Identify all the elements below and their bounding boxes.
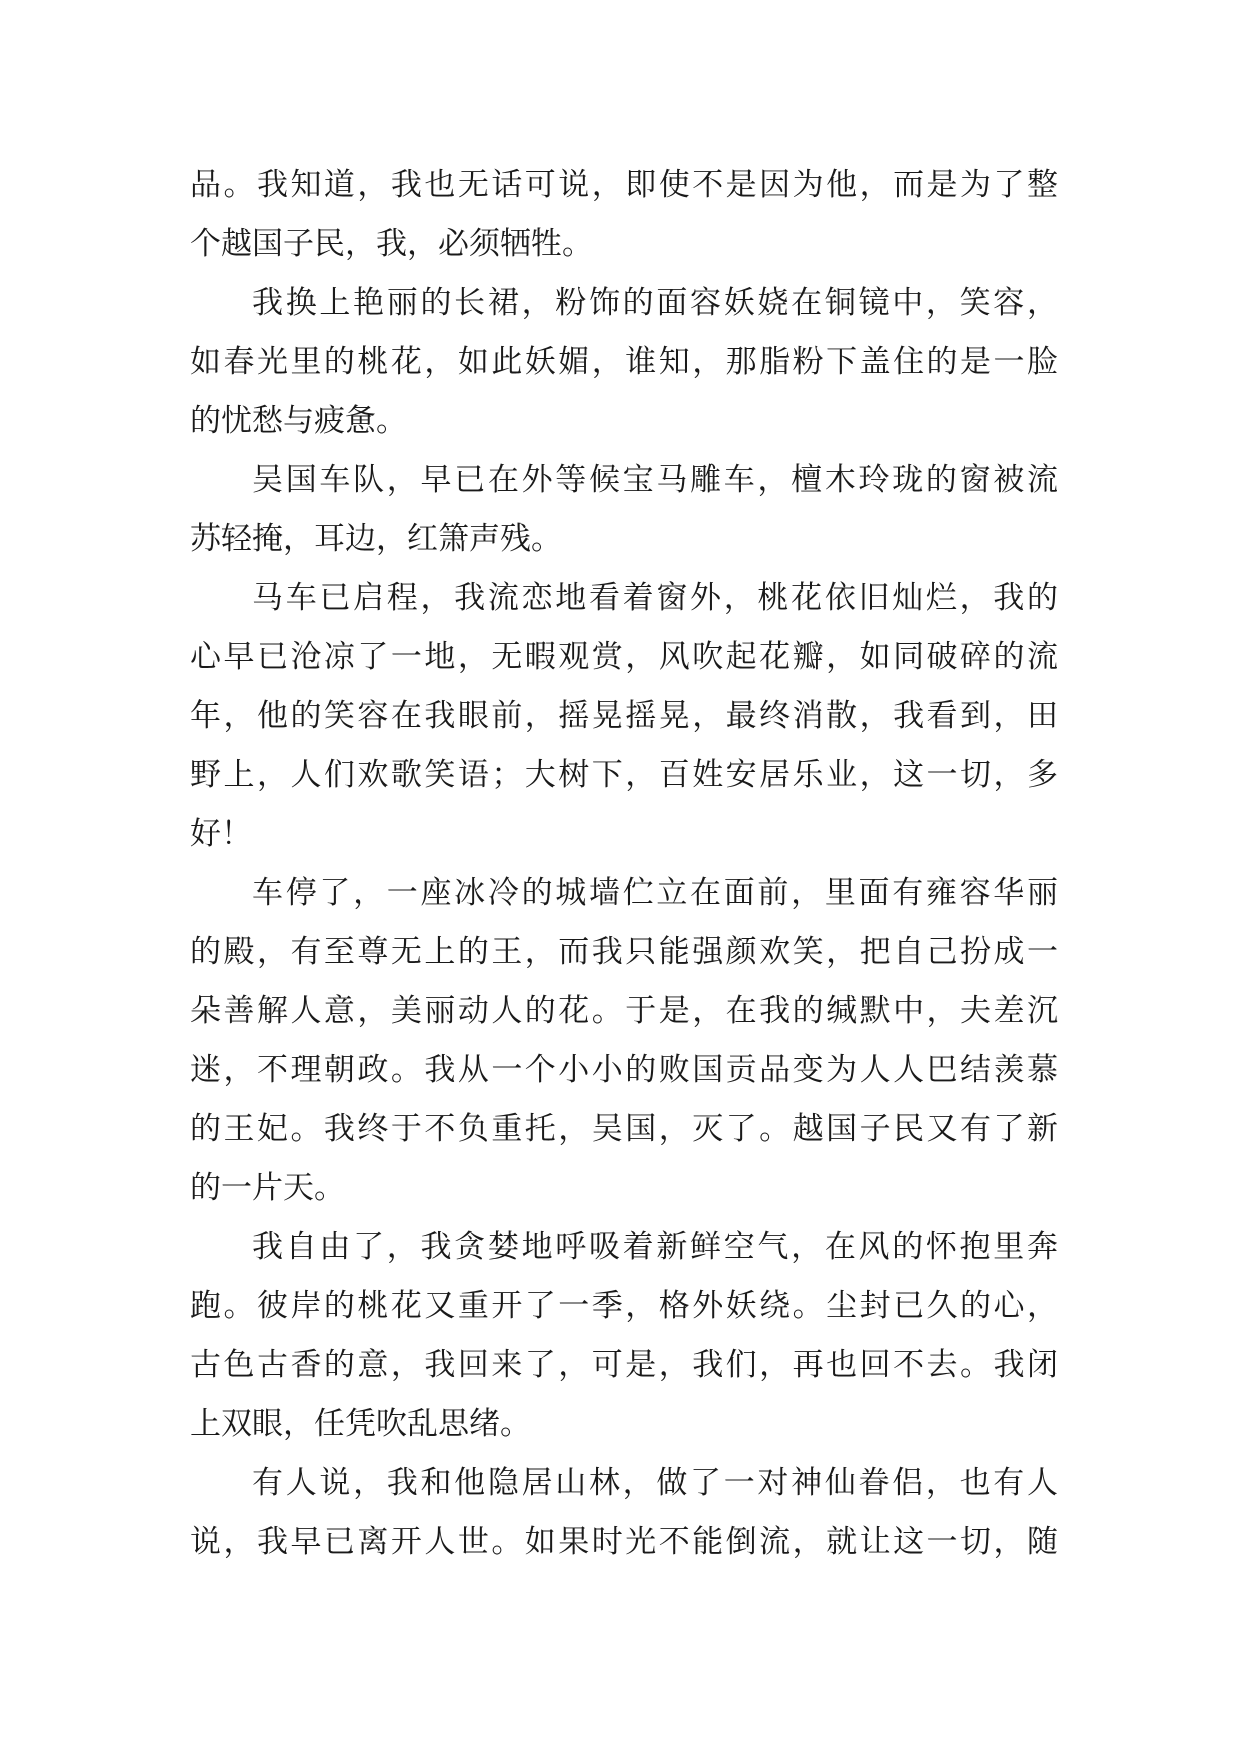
text-line: 好！ bbox=[190, 816, 252, 852]
text-line: 的王妃。我终于不负重托，吴国，灭了。越国子民又有了新 bbox=[190, 1111, 1058, 1147]
text-line: 的忧愁与疲惫。 bbox=[190, 403, 407, 439]
text-line: 的殿，有至尊无上的王，而我只能强颜欢笑，把自己扮成一 bbox=[190, 934, 1058, 970]
text-line: 年，他的笑容在我眼前，摇晃摇晃，最终消散，我看到，田 bbox=[190, 698, 1058, 734]
paragraph bbox=[190, 864, 1058, 1218]
text-line: 的一片天。 bbox=[190, 1170, 345, 1206]
text-line: 心早已沧凉了一地，无暇观赏，风吹起花瓣，如同破碎的流 bbox=[190, 639, 1058, 675]
text-line: 有人说，我和他隐居山林，做了一对神仙眷侣，也有人 bbox=[252, 1465, 1058, 1501]
text-line: 野上，人们欢歌笑语；大树下，百姓安居乐业，这一切，多 bbox=[190, 757, 1058, 793]
text-line: 品。我知道，我也无话可说，即使不是因为他，而是为了整 bbox=[190, 167, 1058, 203]
text-line: 古色古香的意，我回来了，可是，我们，再也回不去。我闭 bbox=[190, 1347, 1058, 1383]
text-line: 我自由了，我贪婪地呼吸着新鲜空气，在风的怀抱里奔 bbox=[252, 1229, 1058, 1265]
paragraph bbox=[190, 451, 1058, 569]
paragraph bbox=[190, 274, 1058, 451]
paragraph bbox=[190, 156, 1058, 274]
text-line: 跑。彼岸的桃花又重开了一季，格外妖绕。尘封已久的心， bbox=[190, 1288, 1058, 1324]
paragraph bbox=[190, 1454, 1058, 1572]
text-line: 吴国车队，早已在外等候宝马雕车，檀木玲珑的窗被流 bbox=[252, 462, 1058, 498]
text-line: 马车已启程，我流恋地看着窗外，桃花依旧灿烂，我的 bbox=[252, 580, 1058, 616]
text-line: 迷，不理朝政。我从一个小小的败国贡品变为人人巴结羡慕 bbox=[190, 1052, 1058, 1088]
text-line: 朵善解人意，美丽动人的花。于是，在我的缄默中，夫差沉 bbox=[190, 993, 1058, 1029]
text-line: 说，我早已离开人世。如果时光不能倒流，就让这一切，随 bbox=[190, 1524, 1058, 1560]
document-body bbox=[190, 156, 1058, 1572]
paragraph bbox=[190, 569, 1058, 864]
text-line: 苏轻掩，耳边，红箫声残。 bbox=[190, 521, 562, 557]
text-line: 车停了，一座冰冷的城墙伫立在面前，里面有雍容华丽 bbox=[252, 875, 1058, 911]
text-line: 如春光里的桃花，如此妖媚，谁知，那脂粉下盖住的是一脸 bbox=[190, 344, 1058, 380]
text-line: 上双眼，任凭吹乱思绪。 bbox=[190, 1406, 531, 1442]
text-line: 个越国子民，我，必须牺牲。 bbox=[190, 226, 593, 262]
text-line: 我换上艳丽的长裙，粉饰的面容妖娆在铜镜中，笑容， bbox=[252, 285, 1058, 321]
paragraph bbox=[190, 1218, 1058, 1454]
